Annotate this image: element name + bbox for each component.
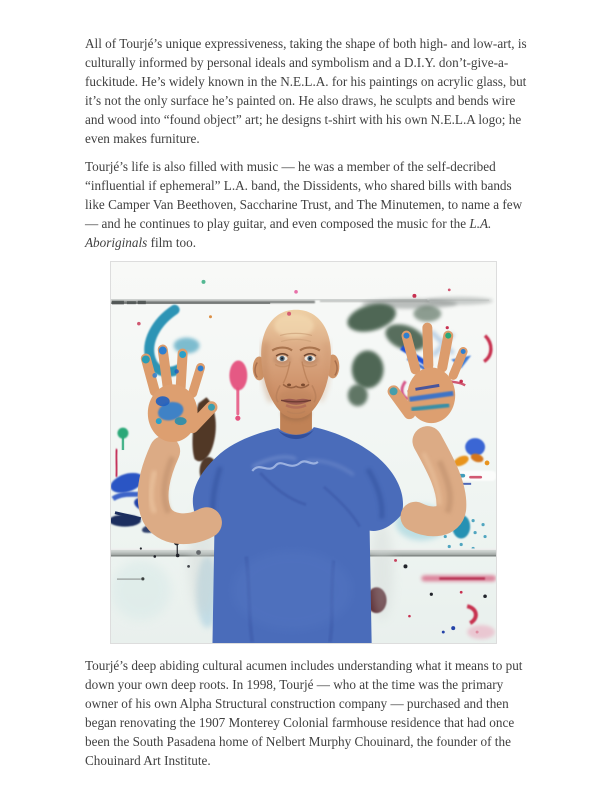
paragraph-2-text: Tourjé’s life is also filled with music — he was a member of the self-decribed “influential if ephemeral” L.A. band, the Dissidents, who shared bills with bands like Camper Van Beethoven, Saccharine Trust, and The Minutemen, to name a few — and he continues to play guitar, and even composed the music for the <box>85 159 523 231</box>
paragraph-3: Tourjé’s deep abiding cultural acumen includes understanding what it means to put down your own deep roots. In 1998, Tourjé — who at the time was the primary owner of his own Alpha Structural construction company — purchased and then began renovating the 1907 Monterey Colonial farmhouse residence that had once been the South Pasadena home of Nelbert Murphy Chouinard, the founder of the Chouinard Art Institute. <box>85 658 523 768</box>
artist-photo-illustration <box>111 262 496 643</box>
paragraph-2 <box>85 157 532 252</box>
article-body <box>85 34 532 779</box>
artist-photo <box>110 261 497 644</box>
paragraph-1: All of Tourjé’s unique expressiveness, taking the shape of both high- and low-art, is culturally informed by personal ideals and symbolism and a D.I.Y. don’t-give-a-fuckitude. He’s widely known in the N.E.L.A. for his paintings on acrylic glass, but it’s not the only surface he’s painted on. He also draws, he sculpts and bends wire and wood into “found object” art; he designs t-shirt with his own N.E.L.A logo; he even makes furniture. <box>85 36 527 146</box>
paragraph-2-text-end: film too. <box>147 235 197 250</box>
film-title-italic: L.A. Aboriginals <box>85 216 492 250</box>
